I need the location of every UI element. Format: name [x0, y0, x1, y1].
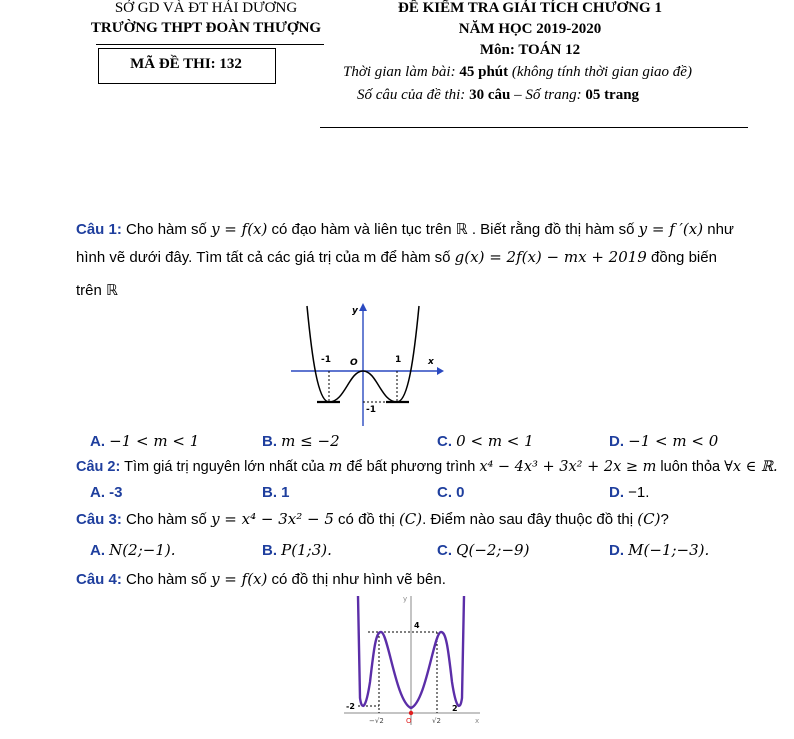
q1-y-label: y — [352, 306, 358, 316]
q3-option-c-letter: C. — [437, 542, 452, 559]
q3-option-d-letter: D. — [609, 542, 624, 559]
q3-option-a-text: N(2;−1). — [109, 541, 176, 559]
q4-x-label: x — [475, 717, 480, 725]
pages-value: 05 trang — [585, 87, 640, 103]
q2-option-d-text: −1. — [628, 484, 650, 501]
q1-option-b-letter: B. — [262, 433, 277, 450]
q3-line — [76, 510, 669, 528]
department-name: SỞ GD VÀ ĐT HẢI DƯƠNG — [114, 0, 298, 16]
q2-label: Câu 2: — [76, 459, 121, 475]
q1-line1 — [76, 220, 734, 238]
q1-option-d-letter: D. — [609, 433, 624, 450]
q1-option-c-text: 0 < m < 1 — [456, 432, 534, 450]
q1-text-a: Cho hàm số — [121, 221, 212, 238]
q2-text-a: Tìm giá trị nguyên lớn nhất của — [120, 459, 329, 475]
q2-option-b[interactable] — [262, 484, 290, 501]
q2-math-ineq: x⁴ − 4x³ + 3x² + 2x ≥ m — [479, 459, 657, 475]
q4-label: Câu 4: — [76, 571, 122, 588]
q4-x-2: 2 — [452, 704, 458, 713]
q4-x-neg-sqrt2: −√2 — [369, 717, 384, 725]
school-year: NĂM HỌC 2019-2020 — [458, 21, 602, 37]
q4-text-b: có đồ thị như hình vẽ bên. — [267, 571, 446, 588]
header-divider-right — [320, 127, 748, 128]
q4-y-tick-4: 4 — [414, 621, 420, 630]
q1-option-c-letter: C. — [437, 433, 452, 450]
q4-y-tick-neg2: -2 — [346, 702, 355, 711]
q4-x-origin: O — [406, 717, 412, 725]
q1-math-func: y = f(x) — [211, 220, 268, 238]
q1-option-a-text: −1 < m < 1 — [109, 432, 200, 450]
q3-label: Câu 3: — [76, 511, 122, 528]
q2-option-a[interactable] — [90, 484, 123, 501]
q2-option-b-letter: B. — [262, 484, 277, 501]
q1-tick-y-neg1: -1 — [366, 405, 376, 415]
q1-math-g: g(x) = 2f(x) − mx + 2019 — [454, 248, 647, 266]
q2-option-a-text: -3 — [109, 484, 123, 501]
q3-text-c: . Điểm nào sau đây thuộc đồ thị — [422, 511, 638, 528]
q1-y-arrow — [359, 303, 367, 311]
q2-text-b: để bất phương trình — [342, 459, 480, 475]
q1-option-d[interactable] — [609, 432, 718, 450]
q3-option-c-text: Q(−2;−9) — [456, 541, 530, 559]
q1-tick-neg1: -1 — [321, 355, 331, 365]
exam-title: ĐỀ KIỂM TRA GIẢI TÍCH CHƯƠNG 1 — [398, 0, 662, 16]
q2-option-a-letter: A. — [90, 484, 105, 501]
q1-math-derivative: y = f ′(x) — [638, 220, 704, 238]
q1-x-label: x — [428, 357, 434, 367]
q2-option-c-text: 0 — [456, 484, 465, 501]
q3-option-b[interactable] — [262, 541, 332, 559]
time-prefix: Thời gian làm bài: — [343, 64, 460, 80]
time-info — [343, 64, 692, 81]
count-info — [357, 87, 639, 104]
q3-option-b-text: P(1;3). — [281, 541, 332, 559]
q3-math-func: y = x⁴ − 3x² − 5 — [211, 510, 334, 528]
q1-option-b-text: m ≤ −2 — [281, 432, 340, 450]
time-suffix: (không tính thời gian giao đề) — [508, 64, 692, 80]
q3-option-d-text: M(−1;−3). — [628, 541, 710, 559]
q3-option-b-letter: B. — [262, 542, 277, 559]
q3-option-a-letter: A. — [90, 542, 105, 559]
q3-option-d[interactable] — [609, 541, 709, 559]
q1-x-arrow — [437, 367, 444, 375]
count-mid: – Số trang: — [510, 87, 586, 103]
q4-x-sqrt2: √2 — [432, 717, 441, 725]
q4-text-a: Cho hàm số — [121, 571, 212, 588]
q2-option-b-text: 1 — [281, 484, 290, 501]
q1-option-b[interactable] — [262, 432, 340, 450]
q4-y-label: y — [403, 595, 408, 603]
q2-text-c: luôn thỏa — [656, 459, 725, 475]
q1-text-e: đồng biến — [646, 249, 717, 266]
q2-line — [76, 459, 778, 475]
q1-text-c: như — [703, 221, 734, 238]
q3-option-a[interactable] — [90, 541, 175, 559]
q1-option-d-text: −1 < m < 0 — [628, 432, 719, 450]
subject: Môn: TOÁN 12 — [479, 42, 581, 58]
q1-line2 — [76, 248, 717, 266]
q1-line3: trên ℝ — [76, 282, 118, 299]
q1-label: Câu 1: — [76, 221, 122, 238]
q2-option-c[interactable] — [437, 484, 465, 501]
q4-math-func: y = f(x) — [211, 570, 268, 588]
q3-text-b: có đồ thị — [333, 511, 399, 528]
q2-math-m: m — [328, 459, 343, 475]
q2-option-d-letter: D. — [609, 484, 624, 501]
q1-tick-origin: O — [350, 358, 358, 368]
q3-math-c2: (C) — [637, 510, 661, 528]
q4-function-graph — [340, 592, 490, 726]
q4-line — [76, 570, 446, 588]
q3-option-c[interactable] — [437, 541, 529, 559]
q2-math-forall: ∀x ∈ ℝ. — [724, 459, 778, 475]
q2-option-d[interactable] — [609, 484, 649, 501]
header-divider-left — [96, 44, 324, 45]
q4-origin-dot — [409, 711, 413, 715]
q1-tick-1: 1 — [395, 355, 402, 365]
q1-option-a[interactable] — [90, 432, 199, 450]
exam-code: MÃ ĐỀ THI: 132 — [130, 56, 242, 72]
q1-text-d: hình vẽ dưới đây. Tìm tất cả các giá trị của m để hàm số — [76, 249, 455, 266]
q1-text-b: có đạo hàm và liên tục trên ℝ . Biết rằng đồ thị hàm số — [267, 221, 639, 238]
q3-text-d: ? — [660, 511, 669, 528]
count-value: 30 câu — [469, 87, 511, 103]
q3-text-a: Cho hàm số — [121, 511, 212, 528]
time-value: 45 phút — [459, 64, 509, 80]
q1-option-c[interactable] — [437, 432, 534, 450]
q1-derivative-graph — [285, 298, 445, 428]
q3-math-c: (C) — [398, 510, 423, 528]
q2-option-c-letter: C. — [437, 484, 452, 501]
school-name: TRƯỜNG THPT ĐOÀN THƯỢNG — [90, 20, 322, 36]
q1-option-a-letter: A. — [90, 433, 105, 450]
count-prefix: Số câu của đề thi: — [357, 87, 470, 103]
